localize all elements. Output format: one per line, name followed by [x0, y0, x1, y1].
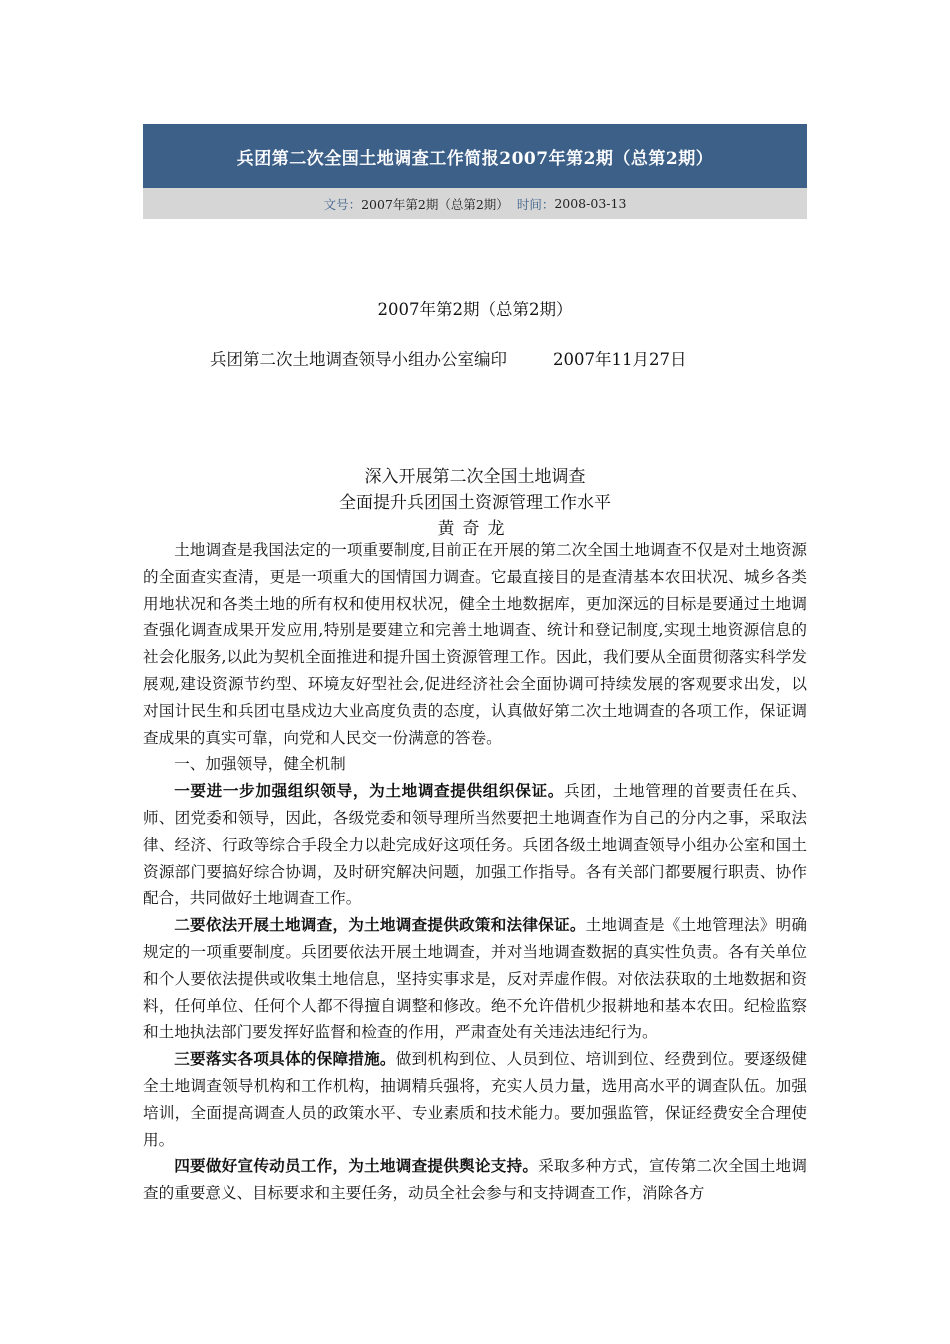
article-author: 黄奇龙 — [437, 519, 513, 539]
paragraph-2-lead: 二要依法开展土地调查，为土地调查提供政策和法律保证。 — [174, 915, 586, 935]
paragraph-2-text: 土地调查是《土地管理法》明确规定的一项重要制度。兵团要依法开展土地调查，并对当地调查数据的真实性负责。各有关单位和个人要依法提供或收集土地信息，坚持实事求是，反对弄虚作假。对依法获取的土地数据和资料，任何单位、任何个人都不得擅自调整和修改。绝不允许借机少报耕地和基本农田。纪检监察和土地执法部门要发挥好监督和检查的作用，严肃查处有关违法违纪行为。 — [143, 916, 807, 1042]
time-label: 时间： — [516, 196, 555, 212]
paragraph-3 — [143, 1046, 807, 1153]
header-banner — [143, 124, 807, 188]
intro-paragraph: 土地调查是我国法定的一项重要制度,目前正在开展的第二次全国土地调查不仅是对土地资源的全面查实查清，更是一项重大的国情国力调查。它最直接目的是查清基本农田状况、城乡各类用地状况和各类土地的所有权和使用权状况，健全土地数据库，更加深远的目标是要通过土地调查强化调查成果开发应用,特别是要建立和完善土地调查、统计和登记制度,实现土地资源信息的社会化服务,以此为契机全面推进和提升国土资源管理工作。因此，我们要从全面贯彻落实科学发展观,建设资源节约型、环境友好型社会,促进经济社会全面协调可持续发展的客观要求出发，以对国计民生和兵团屯垦戍边大业高度负责的态度，认真做好第二次土地调查的各项工作，保证调查成果的真实可靠，向党和人民交一份满意的答卷。 — [143, 541, 807, 747]
compiler-name: 兵团第二次土地调查领导小组办公室编印 — [210, 350, 507, 369]
section-heading: 一、加强领导，健全机制 — [174, 755, 346, 774]
wenhao-label: 文号： — [323, 196, 362, 212]
paragraph-3-lead: 三要落实各项具体的保障措施。 — [174, 1049, 396, 1069]
article-title-2: 全面提升兵团国土资源管理工作水平 — [339, 493, 611, 513]
paragraph-4-lead: 四要做好宣传动员工作，为土地调查提供舆论支持。 — [174, 1156, 539, 1176]
paragraph-1-lead: 一要进一步加强组织领导，为土地调查提供组织保证。 — [174, 781, 564, 801]
article-body — [143, 537, 807, 1207]
compiler-line — [210, 346, 686, 370]
time-value: 2008-03-13 — [554, 196, 627, 211]
paragraph-1-text: 兵团，土地管理的首要责任在兵、师、团党委和领导，因此，各级党委和领导理所当然要把土地调查作为自己的分内之事，采取法律、经济、行政等综合手段全力以赴完成好这项任务。兵团各级土地调查领导小组办公室和国土资源部门要搞好综合协调，及时研究解决问题，加强工作指导。各有关部门都要履行职责、协作配合，共同做好土地调查工作。 — [143, 782, 807, 908]
compile-date: 2007年11月27日 — [553, 350, 687, 369]
paragraph-2 — [143, 912, 807, 1046]
paragraph-4 — [143, 1153, 807, 1207]
article-title-1: 深入开展第二次全国土地调查 — [364, 467, 586, 487]
paragraph-1 — [143, 778, 807, 912]
issue-line: 2007年第2期（总第2期） — [377, 300, 573, 319]
paragraph-3-text: 做到机构到位、人员到位、培训到位、经费到位。要逐级健全土地调查领导机构和工作机构，抽调精兵强将，充实人员力量，选用高水平的调查队伍。加强培训，全面提高调查人员的政策水平、专业素质和技术能力。要加强监管，保证经费安全合理使用。 — [143, 1050, 807, 1149]
meta-bar — [143, 188, 807, 219]
paragraph-4-text: 采取多种方式，宣传第二次全国土地调查的重要意义、目标要求和主要任务，动员全社会参与和支持调查工作，消除各方 — [143, 1157, 807, 1203]
page-title: 兵团第二次全国土地调查工作简报2007年第2期（总第2期） — [236, 148, 714, 169]
wenhao-value: 2007年第2期（总第2期） — [361, 196, 509, 212]
